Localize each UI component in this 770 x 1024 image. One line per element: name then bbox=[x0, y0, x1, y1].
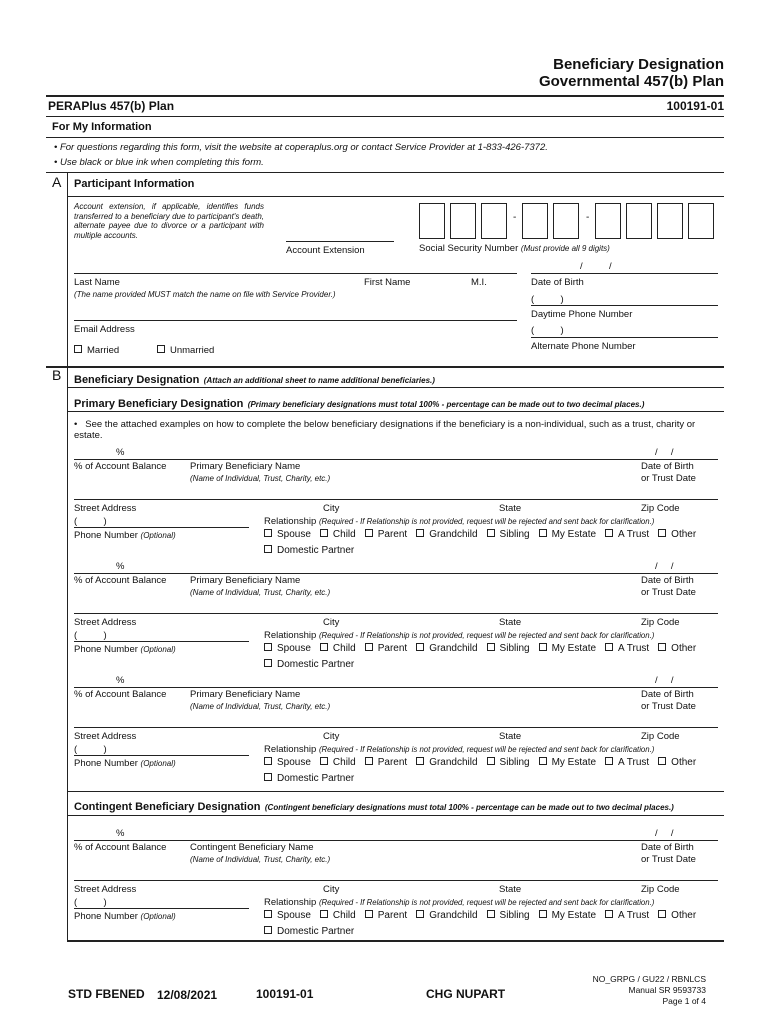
checkbox[interactable] bbox=[416, 643, 424, 651]
form-title bbox=[539, 56, 724, 90]
form-title-line1: Beneficiary Designation bbox=[553, 56, 724, 73]
phone-label-text: Phone Number bbox=[74, 758, 138, 769]
relationship-option[interactable] bbox=[605, 757, 649, 768]
my-info-bullet: • Use black or blue ink when completing this form. bbox=[54, 157, 264, 168]
primary-phone-paren: ( ) bbox=[74, 744, 107, 755]
checkbox[interactable] bbox=[416, 757, 424, 765]
relationship-option-label: Grandchild bbox=[429, 529, 478, 540]
primary-name-line[interactable] bbox=[74, 573, 718, 574]
contingent-domestic-partner-option[interactable] bbox=[264, 926, 354, 937]
primary-phone-paren: ( ) bbox=[74, 516, 107, 527]
ssn-label-text: Social Security Number bbox=[419, 243, 519, 254]
relationship-option-label: Parent bbox=[377, 757, 408, 768]
checkbox[interactable] bbox=[539, 910, 547, 918]
relationship-label: Relationship bbox=[264, 744, 317, 755]
domestic-partner-label: Domestic Partner bbox=[277, 659, 355, 670]
mi-label: M.I. bbox=[471, 277, 487, 288]
form-title-line2: Governmental 457(b) Plan bbox=[538, 73, 724, 90]
ssn-digit-box[interactable] bbox=[657, 203, 683, 239]
primary-trust-date-label: or Trust Date bbox=[641, 587, 696, 598]
relationship-option[interactable] bbox=[320, 643, 356, 654]
unmarried-label: Unmarried bbox=[170, 345, 215, 356]
primary-date-slashes: / / bbox=[655, 561, 674, 572]
relationship-label: Relationship bbox=[264, 897, 317, 908]
relationship-option[interactable] bbox=[320, 529, 356, 540]
relationship-option-label: Child bbox=[332, 910, 356, 921]
domestic-partner-label: Domestic Partner bbox=[277, 926, 355, 937]
my-info-bullet: • For questions regarding this form, visit the website at coperaplus.org or contact Service Provider at 1-833-426-7372. bbox=[54, 142, 548, 153]
relationship-note: (Required - If Relationship is not provided, request will be rejected and sent back for clarification.) bbox=[318, 631, 655, 640]
phone-label-text: Phone Number bbox=[74, 644, 138, 655]
ssn-note: (Must provide all 9 digits) bbox=[520, 244, 610, 253]
relationship-label: Relationship bbox=[264, 516, 317, 527]
relationship-option-label: Other bbox=[671, 757, 697, 768]
checkbox[interactable] bbox=[487, 757, 495, 765]
primary-pct-balance-label: % of Account Balance bbox=[74, 575, 167, 586]
ssn-label bbox=[419, 243, 610, 254]
primary-zip-label: Zip Code bbox=[641, 617, 680, 628]
phone-label-text: Phone Number bbox=[74, 911, 138, 922]
checkbox[interactable] bbox=[487, 529, 495, 537]
account-extension-note: Account extension, if applicable, identifies funds transferred to a beneficiary due to participant's death, alternate payee due to divorce or a participant with multiple accounts. bbox=[74, 202, 264, 240]
ssn-digit-box[interactable] bbox=[522, 203, 548, 239]
relationship-option[interactable] bbox=[264, 529, 311, 540]
relationship-option[interactable] bbox=[416, 757, 477, 768]
relationship-option-label: A Trust bbox=[618, 643, 650, 654]
alt-phone-label: Alternate Phone Number bbox=[531, 341, 636, 352]
relationship-option-label: A Trust bbox=[618, 529, 650, 540]
relationship-option-label: Other bbox=[671, 529, 697, 540]
checkbox[interactable] bbox=[416, 910, 424, 918]
domestic-partner-label: Domestic Partner bbox=[277, 545, 355, 556]
checkbox[interactable] bbox=[365, 910, 373, 918]
contingent-name-line[interactable] bbox=[74, 840, 718, 841]
divider bbox=[67, 815, 724, 816]
relationship-option-label: Other bbox=[671, 910, 697, 921]
ssn-digit-box[interactable] bbox=[688, 203, 714, 239]
section-a-heading: Participant Information bbox=[74, 178, 195, 190]
checkbox[interactable] bbox=[605, 643, 613, 651]
checkbox[interactable] bbox=[320, 643, 328, 651]
checkbox[interactable] bbox=[264, 773, 272, 781]
plan-name: PERAPlus 457(b) Plan bbox=[48, 99, 175, 113]
relationship-option-label: Spouse bbox=[277, 910, 311, 921]
domestic-partner-label: Domestic Partner bbox=[277, 773, 355, 784]
divider bbox=[67, 411, 724, 412]
relationship-option[interactable] bbox=[539, 529, 596, 540]
footer-right-line3: Page 1 of 4 bbox=[662, 996, 706, 1006]
relationship-option-label: Grandchild bbox=[429, 643, 478, 654]
primary-heading-row bbox=[74, 394, 644, 412]
primary-date-slashes: / / bbox=[655, 447, 674, 458]
checkbox[interactable] bbox=[605, 910, 613, 918]
primary-relationship-options bbox=[264, 529, 705, 540]
relationship-option[interactable] bbox=[487, 757, 530, 768]
divider bbox=[46, 366, 724, 368]
section-rule bbox=[67, 172, 68, 367]
divider bbox=[67, 387, 724, 388]
dob-label: Date of Birth bbox=[531, 277, 584, 288]
relationship-option[interactable] bbox=[487, 643, 530, 654]
relationship-option[interactable] bbox=[605, 529, 649, 540]
relationship-option-label: Parent bbox=[377, 643, 408, 654]
dob-slashes: / / bbox=[580, 261, 612, 272]
relationship-option-label: My Estate bbox=[551, 757, 597, 768]
relationship-option-label: Spouse bbox=[277, 643, 311, 654]
primary-date-slashes: / / bbox=[655, 675, 674, 686]
relationship-option[interactable] bbox=[320, 910, 356, 921]
my-info-bullet-text: Use black or blue ink when completing this form. bbox=[59, 157, 264, 168]
primary-state-label: State bbox=[499, 617, 522, 628]
account-extension-line bbox=[286, 241, 394, 242]
ssn-dash: - bbox=[513, 212, 517, 223]
checkbox[interactable] bbox=[605, 529, 613, 537]
relationship-option[interactable] bbox=[539, 910, 596, 921]
primary-name-line[interactable] bbox=[74, 687, 718, 688]
my-info-heading: For My Information bbox=[52, 121, 152, 133]
section-a-letter: A bbox=[52, 174, 62, 190]
relationship-option-label: Sibling bbox=[499, 643, 530, 654]
ssn-digit-box[interactable] bbox=[553, 203, 579, 239]
relationship-option-label: Child bbox=[332, 529, 356, 540]
contingent-phone-paren: ( ) bbox=[74, 897, 107, 908]
primary-state-label: State bbox=[499, 503, 522, 514]
primary-trust-date-label: or Trust Date bbox=[641, 473, 696, 484]
checkbox[interactable] bbox=[74, 345, 82, 353]
checkbox[interactable] bbox=[658, 910, 666, 918]
primary-percent-sign: % bbox=[116, 561, 125, 572]
footer-date: 12/08/2021 bbox=[157, 988, 218, 1002]
relationship-label: Relationship bbox=[264, 630, 317, 641]
contingent-heading-row bbox=[74, 797, 674, 815]
primary-domestic-partner-option[interactable] bbox=[264, 659, 354, 670]
ssn-digit-box[interactable] bbox=[595, 203, 621, 239]
relationship-option[interactable] bbox=[605, 910, 649, 921]
primary-zip-label: Zip Code bbox=[641, 731, 680, 742]
divider bbox=[46, 95, 724, 97]
relationship-option[interactable] bbox=[658, 529, 696, 540]
email-line[interactable] bbox=[74, 320, 517, 321]
relationship-option[interactable] bbox=[264, 757, 311, 768]
section-b-heading-row bbox=[74, 370, 435, 388]
contingent-city-label: City bbox=[323, 884, 340, 895]
primary-name-note: (Name of Individual, Trust, Charity, etc.) bbox=[190, 474, 331, 483]
relationship-option[interactable] bbox=[416, 643, 477, 654]
primary-beneficiary-name-label: Primary Beneficiary Name bbox=[190, 461, 301, 472]
primary-street-label: Street Address bbox=[74, 731, 137, 742]
ssn-digit-box[interactable] bbox=[419, 203, 445, 239]
relationship-option-label: Parent bbox=[377, 910, 408, 921]
primary-relationship-row bbox=[264, 516, 654, 527]
relationship-option[interactable] bbox=[539, 643, 596, 654]
primary-percent-sign: % bbox=[116, 675, 125, 686]
relationship-option[interactable] bbox=[658, 910, 696, 921]
married-label: Married bbox=[87, 345, 120, 356]
divider bbox=[67, 791, 724, 792]
checkbox[interactable] bbox=[658, 643, 666, 651]
relationship-option-label: Sibling bbox=[499, 757, 530, 768]
section-b-letter: B bbox=[52, 367, 62, 383]
relationship-option[interactable] bbox=[264, 910, 311, 921]
primary-domestic-partner-option[interactable] bbox=[264, 773, 354, 784]
footer-code: STD FBENED bbox=[68, 987, 145, 1001]
contingent-phone-label bbox=[74, 911, 176, 922]
relationship-option-label: Grandchild bbox=[429, 910, 478, 921]
relationship-option[interactable] bbox=[658, 643, 696, 654]
divider bbox=[46, 116, 724, 117]
relationship-option[interactable] bbox=[365, 643, 407, 654]
footer-number: 100191-01 bbox=[256, 987, 314, 1001]
relationship-option[interactable] bbox=[365, 529, 407, 540]
checkbox[interactable] bbox=[658, 757, 666, 765]
checkbox[interactable] bbox=[658, 529, 666, 537]
relationship-option-label: Other bbox=[671, 643, 697, 654]
primary-trust-date-label: or Trust Date bbox=[641, 701, 696, 712]
primary-street-label: Street Address bbox=[74, 617, 137, 628]
primary-heading: Primary Beneficiary Designation bbox=[74, 398, 244, 410]
optional-note: (Optional) bbox=[140, 912, 176, 921]
contingent-trust-date-label: or Trust Date bbox=[641, 854, 696, 865]
primary-city-label: City bbox=[323, 617, 340, 628]
contingent-zip-label: Zip Code bbox=[641, 884, 680, 895]
contingent-phone-line[interactable] bbox=[74, 908, 249, 909]
alt-phone-line[interactable] bbox=[531, 337, 718, 338]
checkbox[interactable] bbox=[264, 910, 272, 918]
section-b-heading: Beneficiary Designation bbox=[74, 374, 200, 386]
relationship-option[interactable] bbox=[320, 757, 356, 768]
primary-beneficiary-name-label: Primary Beneficiary Name bbox=[190, 575, 301, 586]
primary-relationship-options bbox=[264, 643, 705, 654]
contingent-name-note: (Name of Individual, Trust, Charity, etc.) bbox=[190, 855, 331, 864]
ssn-digit-box[interactable] bbox=[626, 203, 652, 239]
contingent-heading: Contingent Beneficiary Designation bbox=[74, 801, 261, 813]
relationship-option-label: Sibling bbox=[499, 910, 530, 921]
last-name-label: Last Name bbox=[74, 277, 120, 288]
unmarried-option[interactable] bbox=[157, 345, 214, 356]
primary-address-line[interactable] bbox=[74, 613, 718, 614]
relationship-option-label: A Trust bbox=[618, 910, 650, 921]
checkbox[interactable] bbox=[264, 545, 272, 553]
relationship-option[interactable] bbox=[264, 643, 311, 654]
relationship-option[interactable] bbox=[658, 757, 696, 768]
relationship-option[interactable] bbox=[365, 910, 407, 921]
section-rule bbox=[67, 366, 68, 940]
relationship-option-label: Grandchild bbox=[429, 757, 478, 768]
checkbox[interactable] bbox=[539, 529, 547, 537]
daytime-phone-paren: ( ) bbox=[531, 294, 564, 305]
checkbox[interactable] bbox=[605, 757, 613, 765]
checkbox[interactable] bbox=[157, 345, 165, 353]
primary-domestic-partner-option[interactable] bbox=[264, 545, 354, 556]
contingent-note: (Contingent beneficiary designations must total 100% - percentage can be made out to two decimal places.) bbox=[264, 803, 674, 812]
primary-percent-sign: % bbox=[116, 447, 125, 458]
contingent-relationship-options bbox=[264, 910, 705, 921]
contingent-dob-label: Date of Birth bbox=[641, 842, 694, 853]
footer-chg: CHG NUPART bbox=[426, 987, 506, 1001]
my-info-bullet-text: For questions regarding this form, visit the website at coperaplus.org or contact Service Provider at 1-833-426-7372. bbox=[59, 142, 548, 153]
checkbox[interactable] bbox=[264, 643, 272, 651]
primary-city-label: City bbox=[323, 503, 340, 514]
section-b-note: (Attach an additional sheet to name additional beneficiaries.) bbox=[203, 376, 435, 385]
checkbox[interactable] bbox=[539, 757, 547, 765]
relationship-option[interactable] bbox=[605, 643, 649, 654]
checkbox[interactable] bbox=[264, 757, 272, 765]
checkbox[interactable] bbox=[320, 529, 328, 537]
relationship-option-label: Parent bbox=[377, 529, 408, 540]
primary-name-note: (Name of Individual, Trust, Charity, etc.) bbox=[190, 588, 331, 597]
checkbox[interactable] bbox=[416, 529, 424, 537]
checkbox[interactable] bbox=[320, 757, 328, 765]
relationship-option[interactable] bbox=[539, 757, 596, 768]
primary-pct-balance-label: % of Account Balance bbox=[74, 461, 167, 472]
relationship-option-label: Child bbox=[332, 643, 356, 654]
checkbox[interactable] bbox=[487, 910, 495, 918]
contingent-state-label: State bbox=[499, 884, 522, 895]
relationship-option-label: Spouse bbox=[277, 757, 311, 768]
optional-note: (Optional) bbox=[140, 645, 176, 654]
checkbox[interactable] bbox=[320, 910, 328, 918]
relationship-option-label: Spouse bbox=[277, 529, 311, 540]
relationship-option[interactable] bbox=[416, 529, 477, 540]
relationship-note: (Required - If Relationship is not provided, request will be rejected and sent back for clarification.) bbox=[318, 898, 655, 907]
plan-number: 100191-01 bbox=[666, 99, 724, 113]
contingent-relationship-row bbox=[264, 897, 654, 908]
primary-city-label: City bbox=[323, 731, 340, 742]
primary-dob-label: Date of Birth bbox=[641, 575, 694, 586]
email-label: Email Address bbox=[74, 324, 135, 335]
contingent-date-slashes: / / bbox=[655, 828, 674, 839]
daytime-phone-line[interactable] bbox=[531, 305, 718, 306]
daytime-phone-label: Daytime Phone Number bbox=[531, 309, 633, 320]
primary-dob-label: Date of Birth bbox=[641, 689, 694, 700]
phone-label-text: Phone Number bbox=[74, 530, 138, 541]
divider bbox=[46, 137, 724, 138]
footer-right-line1: NO_GRPG / GU22 / RBNLCS bbox=[592, 974, 706, 984]
name-match-note: (The name provided MUST match the name on file with Service Provider.) bbox=[74, 290, 336, 299]
contingent-address-line[interactable] bbox=[74, 880, 718, 881]
primary-name-note: (Name of Individual, Trust, Charity, etc.) bbox=[190, 702, 331, 711]
primary-address-line[interactable] bbox=[74, 727, 718, 728]
footer-right bbox=[593, 974, 706, 1007]
primary-zip-label: Zip Code bbox=[641, 503, 680, 514]
primary-relationship-row bbox=[264, 744, 654, 755]
relationship-option[interactable] bbox=[487, 529, 530, 540]
relationship-option-label: My Estate bbox=[551, 910, 597, 921]
divider bbox=[67, 940, 724, 942]
relationship-option-label: Sibling bbox=[499, 529, 530, 540]
primary-phone-label bbox=[74, 644, 176, 655]
name-line[interactable] bbox=[74, 273, 517, 274]
relationship-option[interactable] bbox=[365, 757, 407, 768]
primary-relationship-row bbox=[264, 630, 654, 641]
checkbox[interactable] bbox=[539, 643, 547, 651]
ssn-digit-box[interactable] bbox=[481, 203, 507, 239]
ssn-digit-box[interactable] bbox=[450, 203, 476, 239]
relationship-note: (Required - If Relationship is not provided, request will be rejected and sent back for clarification.) bbox=[318, 517, 655, 526]
footer-right-line2: Manual SR 9593733 bbox=[628, 985, 706, 995]
dob-line[interactable] bbox=[531, 273, 718, 274]
primary-note: (Primary beneficiary designations must total 100% - percentage can be made out to two decimal places.) bbox=[247, 400, 645, 409]
primary-beneficiary-name-label: Primary Beneficiary Name bbox=[190, 689, 301, 700]
primary-phone-line[interactable] bbox=[74, 641, 249, 642]
optional-note: (Optional) bbox=[140, 531, 176, 540]
checkbox[interactable] bbox=[264, 926, 272, 934]
primary-dob-label: Date of Birth bbox=[641, 461, 694, 472]
primary-address-line[interactable] bbox=[74, 499, 718, 500]
relationship-option-label: Child bbox=[332, 757, 356, 768]
relationship-option-label: My Estate bbox=[551, 643, 597, 654]
examples-note: • See the attached examples on how to complete the below beneficiary designations if the beneficiary is a non-individual, such as a trust, charity or estate. bbox=[74, 419, 696, 441]
checkbox[interactable] bbox=[365, 643, 373, 651]
primary-street-label: Street Address bbox=[74, 503, 137, 514]
divider bbox=[46, 172, 724, 173]
divider bbox=[67, 196, 724, 197]
relationship-option[interactable] bbox=[416, 910, 477, 921]
examples-note-text: See the attached examples on how to complete the below beneficiary designations if the beneficiary is a non-individual, such as a trust, charity or estate. bbox=[74, 419, 696, 441]
account-extension-label: Account Extension bbox=[286, 245, 365, 256]
primary-name-line[interactable] bbox=[74, 459, 718, 460]
contingent-percent-sign: % bbox=[116, 828, 125, 839]
alt-phone-paren: ( ) bbox=[531, 325, 564, 336]
primary-phone-line[interactable] bbox=[74, 755, 249, 756]
relationship-option[interactable] bbox=[487, 910, 530, 921]
primary-relationship-options bbox=[264, 757, 705, 768]
checkbox[interactable] bbox=[365, 757, 373, 765]
first-name-label: First Name bbox=[364, 277, 411, 288]
primary-pct-balance-label: % of Account Balance bbox=[74, 689, 167, 700]
primary-phone-line[interactable] bbox=[74, 527, 249, 528]
checkbox[interactable] bbox=[487, 643, 495, 651]
checkbox[interactable] bbox=[264, 529, 272, 537]
optional-note: (Optional) bbox=[140, 759, 176, 768]
primary-state-label: State bbox=[499, 731, 522, 742]
relationship-note: (Required - If Relationship is not provided, request will be rejected and sent back for clarification.) bbox=[318, 745, 655, 754]
contingent-beneficiary-name-label: Contingent Beneficiary Name bbox=[190, 842, 314, 853]
contingent-pct-balance-label: % of Account Balance bbox=[74, 842, 167, 853]
primary-phone-label bbox=[74, 758, 176, 769]
ssn-dash: - bbox=[586, 212, 590, 223]
relationship-option-label: My Estate bbox=[551, 529, 597, 540]
contingent-street-label: Street Address bbox=[74, 884, 137, 895]
married-option[interactable] bbox=[74, 345, 119, 356]
primary-phone-label bbox=[74, 530, 176, 541]
relationship-option-label: A Trust bbox=[618, 757, 650, 768]
checkbox[interactable] bbox=[365, 529, 373, 537]
primary-phone-paren: ( ) bbox=[74, 630, 107, 641]
checkbox[interactable] bbox=[264, 659, 272, 667]
